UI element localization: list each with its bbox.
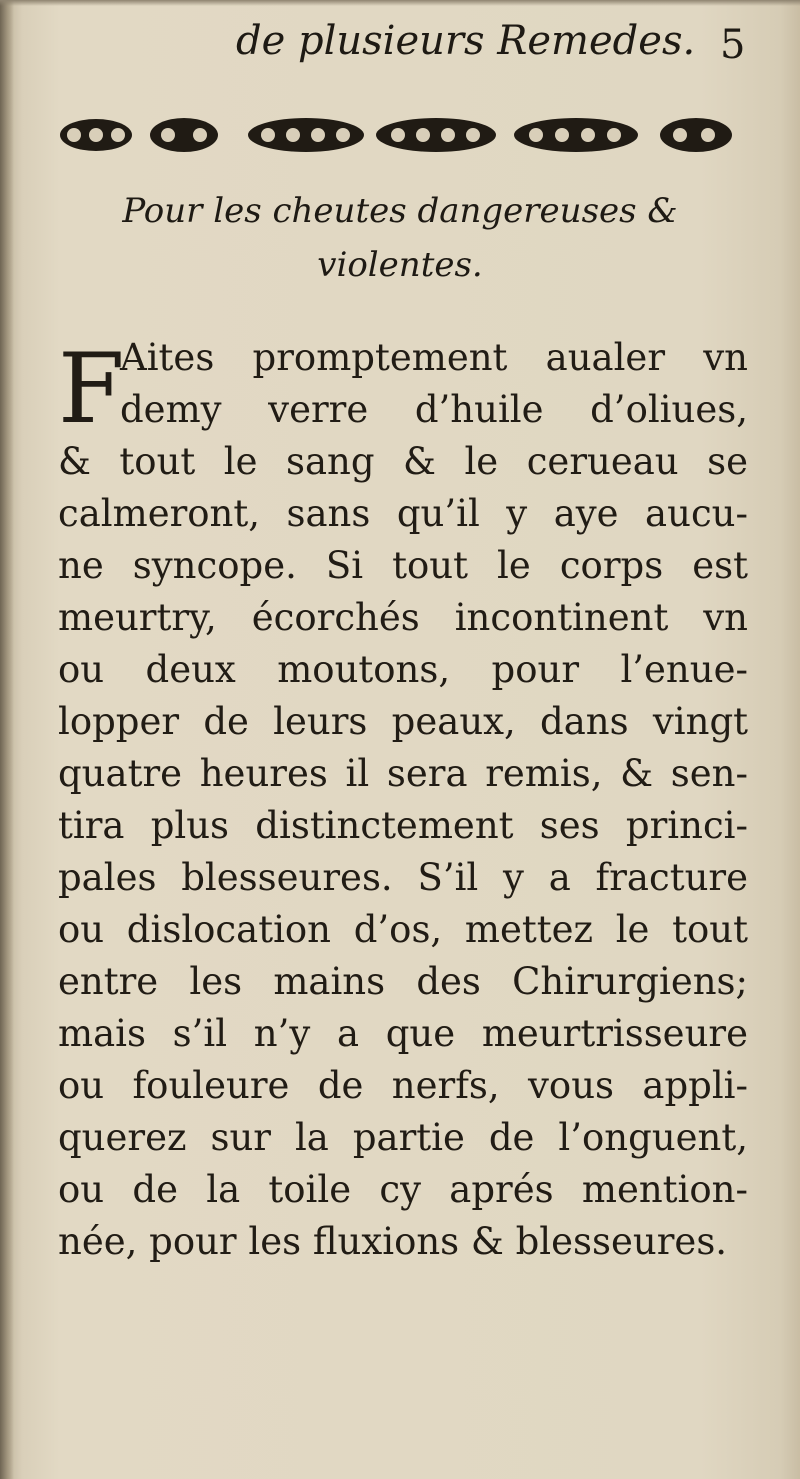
- text-line: quatre heures il sera remis, & sen-: [58, 752, 748, 795]
- page-number: 5: [720, 22, 746, 68]
- ornament-unit: [514, 118, 638, 152]
- ornament-unit: [150, 118, 218, 152]
- ornament-unit: [376, 118, 496, 152]
- ornament-unit: [660, 118, 732, 152]
- body-text: [58, 332, 748, 1268]
- text-line: ou fouleure de nerfs, vous appli-: [58, 1064, 748, 1107]
- heading-line-1: Pour les cheutes dangereuses &: [122, 191, 678, 231]
- text-line: ou deux moutons, pour l’enue-: [58, 648, 748, 691]
- section-heading: [60, 184, 740, 292]
- printers-ornament-band: [56, 108, 736, 162]
- text-line: demy verre d’huile d’oliues,: [120, 388, 748, 431]
- text-line: Aites promptement aualer vn: [120, 336, 748, 379]
- ornament-unit: [248, 118, 364, 152]
- page-top-edge: [0, 0, 800, 6]
- ornament-unit: [60, 119, 132, 151]
- text-line: querez sur la partie de l’onguent,: [58, 1116, 748, 1159]
- text-line: ou dislocation d’os, mettez le tout: [58, 908, 748, 951]
- binding-gutter: [0, 0, 14, 1479]
- text-line: & tout le sang & le cerueau se: [58, 440, 748, 483]
- text-line: lopper de leurs peaux, dans vingt: [58, 700, 748, 743]
- text-line: ne syncope. Si tout le corps est: [58, 544, 748, 587]
- text-line: mais s’il n’y a que meurtrisseure: [58, 1012, 748, 1055]
- text-line: entre les mains des Chirurgiens;: [58, 960, 748, 1003]
- running-head: de plusieurs Remedes.: [236, 18, 696, 64]
- text-line: calmeront, sans qu’il y aye aucu-: [58, 492, 748, 535]
- text-line: meurtry, écorchés incontinent vn: [58, 596, 748, 639]
- drop-capital: F: [58, 333, 125, 445]
- text-line: pales blesseures. S’il y a fracture: [58, 856, 748, 899]
- text-line: née, pour les fluxions & blesseures.: [58, 1220, 728, 1263]
- text-line: ou de la toile cy aprés mention-: [58, 1168, 748, 1211]
- heading-line-2: violentes.: [317, 245, 483, 285]
- text-line: tira plus distinctement ses princi-: [58, 804, 748, 847]
